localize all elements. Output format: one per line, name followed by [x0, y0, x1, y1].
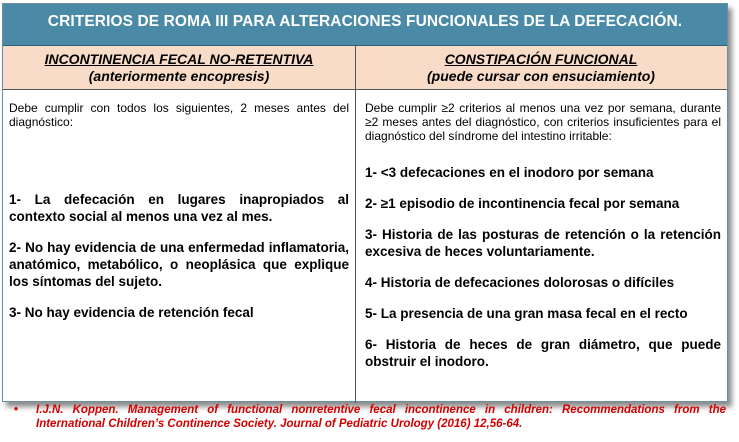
- left-heading: INCONTINENCIA FECAL NO-RETENTIVA: [44, 51, 314, 67]
- right-heading: CONSTIPACIÓN FUNCIONAL: [444, 51, 638, 67]
- left-criterion: 1- La defecación en lugares inapropiados al contexto social al menos una vez al mes.: [9, 192, 349, 224]
- column-divider: [355, 46, 356, 403]
- reference-text: I.J.N. Koppen. Management of functional nonretentive fecal incontinence in children: Recommendations from the International Children’s Continence Society. Journal of Pediatric Urology (2016) 12,56-64.: [36, 404, 726, 430]
- right-criterion: 5- La presencia de una gran masa fecal en el recto: [365, 306, 688, 321]
- column-header-left: [3, 46, 355, 90]
- right-criterion: 2- ≥1 episodio de incontinencia fecal por semana: [365, 196, 680, 211]
- reference-citation: [14, 403, 726, 431]
- left-column-body: [9, 90, 349, 321]
- column-header-row: [3, 46, 727, 90]
- right-criterion: 1- <3 defecaciones en el inodoro por semana: [365, 165, 654, 180]
- right-subheading: (puede cursar con ensuciamiento): [427, 68, 655, 84]
- left-criterion: 3- No hay evidencia de retención fecal: [9, 305, 254, 320]
- criteria-table: [2, 3, 728, 402]
- right-intro: Debe cumplir ≥2 criterios al menos una vez por semana, durante ≥2 meses antes del diagnóstico, con criterios insuficientes para el diagnóstico del síndrome del intestino irritable:: [365, 101, 721, 143]
- right-criterion: 4- Historia de defecaciones dolorosas o difíciles: [365, 275, 675, 290]
- column-header-right: [355, 46, 727, 90]
- table-title: CRITERIOS DE ROMA III PARA ALTERACIONES FUNCIONALES DE LA DEFECACIÓN.: [3, 4, 727, 46]
- right-criterion: 3- Historia de las posturas de retención o la retención excesiva de heces voluntariamente.: [365, 227, 721, 259]
- right-column-body: [365, 90, 721, 370]
- left-criterion: 2- No hay evidencia de una enfermedad inflamatoria, anatómico, metabólico, o neoplásica que explique los síntomas del sujeto.: [9, 240, 349, 289]
- left-intro: Debe cumplir con todos los siguientes, 2 meses antes del diagnóstico:: [9, 101, 349, 129]
- left-subheading: (anteriormente encopresis): [88, 68, 270, 84]
- bullet-icon: •: [14, 404, 19, 416]
- right-criterion: 6- Historia de heces de gran diámetro, que puede obstruir el inodoro.: [365, 337, 721, 369]
